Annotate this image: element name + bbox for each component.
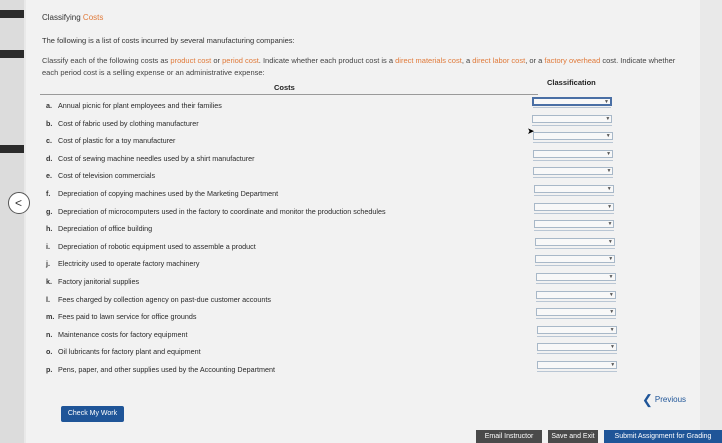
table-row-label [46, 101, 222, 110]
check-my-work-button[interactable]: Check My Work [61, 406, 124, 422]
row-letter: m. [46, 312, 55, 322]
row-letter: h. [46, 224, 53, 234]
select-underline [534, 213, 614, 214]
select-underline [533, 177, 613, 178]
classification-select[interactable] [536, 291, 616, 299]
row-text: Fees paid to lawn service for office grounds [58, 312, 197, 322]
mouse-cursor-icon: ➤ [527, 126, 535, 136]
row-text: Annual picnic for plant employees and their families [58, 101, 222, 110]
classification-select[interactable] [534, 185, 614, 193]
row-letter: k. [46, 277, 52, 286]
classification-select[interactable] [537, 361, 617, 369]
row-text: Cost of fabric used by clothing manufacturer [58, 118, 199, 128]
select-underline [532, 125, 612, 126]
row-letter: a. [46, 101, 52, 110]
caret-down-icon: ▼ [608, 274, 614, 280]
caret-down-icon: ▼ [606, 168, 612, 175]
row-text: Cost of television commercials [58, 171, 156, 181]
previous-button[interactable] [642, 390, 686, 406]
email-instructor-button[interactable]: Email Instructor [476, 430, 542, 443]
previous-label: Previous [654, 395, 687, 404]
table-row-label [46, 136, 175, 145]
table-row-label [46, 365, 275, 374]
row-text: Depreciation of office building [58, 224, 153, 234]
row-letter: c. [46, 136, 52, 146]
rail-bar-1 [0, 10, 24, 18]
table-row-label [46, 154, 255, 163]
row-letter: f. [46, 189, 51, 198]
caret-down-icon: ▼ [606, 186, 612, 192]
classification-select[interactable] [533, 132, 613, 140]
classification-select[interactable] [532, 115, 612, 123]
select-underline [536, 318, 616, 319]
row-text: Maintenance costs for factory equipment [58, 329, 188, 339]
classification-select[interactable] [534, 220, 614, 228]
classification-select[interactable] [532, 97, 612, 106]
rail-bar-3 [0, 145, 24, 153]
row-text: Depreciation of robotic equipment used to assemble a product [58, 241, 256, 251]
classification-select[interactable] [533, 150, 613, 158]
back-nav-button[interactable] [8, 192, 30, 214]
instr-fo: factory overhead [544, 56, 601, 65]
caret-down-icon: ▼ [607, 221, 613, 228]
select-underline [533, 160, 613, 161]
instr-c1: , a [461, 56, 473, 65]
caret-down-icon: ▼ [607, 203, 613, 210]
classification-select[interactable] [534, 203, 614, 211]
header-divider [40, 94, 538, 95]
title-sub: Costs [82, 13, 104, 22]
instr-dl: direct labor cost [472, 56, 526, 65]
save-and-exit-button[interactable]: Save and Exit [548, 430, 598, 443]
row-letter: d. [46, 153, 53, 163]
table-row-label [46, 224, 152, 233]
title-main: Classifying [42, 13, 81, 22]
table-row-label [46, 295, 271, 304]
table-row-label [46, 189, 278, 198]
row-letter: n. [46, 329, 53, 339]
caret-down-icon: ▼ [604, 99, 609, 105]
table-row-label [46, 119, 199, 128]
submit-assignment-button[interactable]: Submit Assignment for Grading [604, 430, 722, 443]
instr-c2: , or a [525, 56, 545, 65]
row-letter: e. [46, 171, 52, 181]
row-text: Depreciation of copying machines used by the Marketing Department [58, 189, 279, 198]
row-text: Fees charged by collection agency on past-due customer accounts [58, 294, 271, 304]
row-text: Electricity used to operate factory machinery [58, 259, 200, 269]
page-title [42, 13, 103, 22]
chevron-left-icon: < [15, 196, 23, 210]
table-row-label [46, 259, 199, 268]
caret-down-icon: ▼ [609, 344, 615, 351]
rail-bar-2 [0, 50, 24, 58]
select-underline [536, 283, 616, 284]
table-row-label [46, 312, 197, 321]
caret-down-icon: ▼ [607, 238, 613, 245]
column-header-costs: Costs [274, 83, 295, 92]
intro-text: The following is a list of costs incurred by several manufacturing companies: [42, 36, 295, 45]
instr-period-cost: period cost [222, 56, 259, 65]
row-letter: o. [46, 347, 53, 357]
instr-p3: cost. Indicate whether each period cost is a selling expense or an administrative expense: [42, 56, 676, 77]
chevron-left-icon: ❮ [642, 392, 653, 407]
classification-select[interactable] [537, 343, 617, 351]
row-text: Cost of plastic for a toy manufacturer [58, 136, 176, 146]
select-underline [535, 248, 615, 249]
select-underline [534, 195, 614, 196]
row-text: Oil lubricants for factory plant and equipment [58, 347, 201, 357]
caret-down-icon: ▼ [610, 362, 616, 368]
classification-select[interactable] [537, 326, 617, 334]
table-row-label [46, 242, 256, 251]
row-letter: j. [46, 259, 50, 269]
table-row-label [46, 330, 187, 339]
content-panel [26, 0, 712, 443]
caret-down-icon: ▼ [609, 309, 615, 316]
caret-down-icon: ▼ [608, 256, 614, 263]
instr-p1: Classify each of the following costs as [42, 56, 171, 65]
row-letter: l. [46, 294, 50, 304]
column-header-classification: Classification [547, 78, 596, 87]
row-letter: i. [46, 241, 50, 251]
classification-select[interactable] [536, 273, 616, 281]
table-row-label [46, 347, 201, 356]
classification-select[interactable] [533, 167, 613, 175]
row-text: Cost of sewing machine needles used by a shirt manufacturer [58, 153, 255, 163]
row-letter: p. [46, 365, 53, 374]
caret-down-icon: ▼ [606, 150, 612, 157]
classification-select[interactable] [536, 308, 616, 316]
classification-select[interactable] [535, 238, 615, 246]
select-underline [537, 353, 617, 354]
row-text: Pens, paper, and other supplies used by the Accounting Department [58, 365, 275, 374]
row-text: Depreciation of microcomputers used in the factory to coordinate and monitor the production schedules [58, 206, 386, 216]
left-rail [0, 0, 24, 443]
instructions [42, 55, 682, 79]
caret-down-icon: ▼ [605, 133, 611, 140]
classification-select[interactable] [535, 255, 615, 263]
select-underline [534, 230, 614, 231]
select-underline [537, 336, 617, 337]
select-underline [533, 142, 613, 143]
select-underline [533, 107, 611, 108]
instr-dm: direct materials cost [395, 56, 462, 65]
row-letter: b. [46, 118, 53, 128]
instr-or: or [211, 56, 223, 65]
select-underline [535, 265, 615, 266]
caret-down-icon: ▼ [605, 115, 611, 122]
instr-p2: . Indicate whether each product cost is a [258, 56, 396, 65]
instr-product-cost: product cost [170, 56, 212, 65]
caret-down-icon: ▼ [608, 291, 614, 298]
row-text: Factory janitorial supplies [58, 277, 140, 286]
table-row-label [46, 277, 139, 286]
table-row-label [46, 207, 386, 216]
select-underline [536, 301, 616, 302]
select-underline [537, 371, 617, 372]
caret-down-icon: ▼ [609, 326, 615, 333]
table-row-label [46, 171, 155, 180]
row-letter: g. [46, 206, 53, 216]
